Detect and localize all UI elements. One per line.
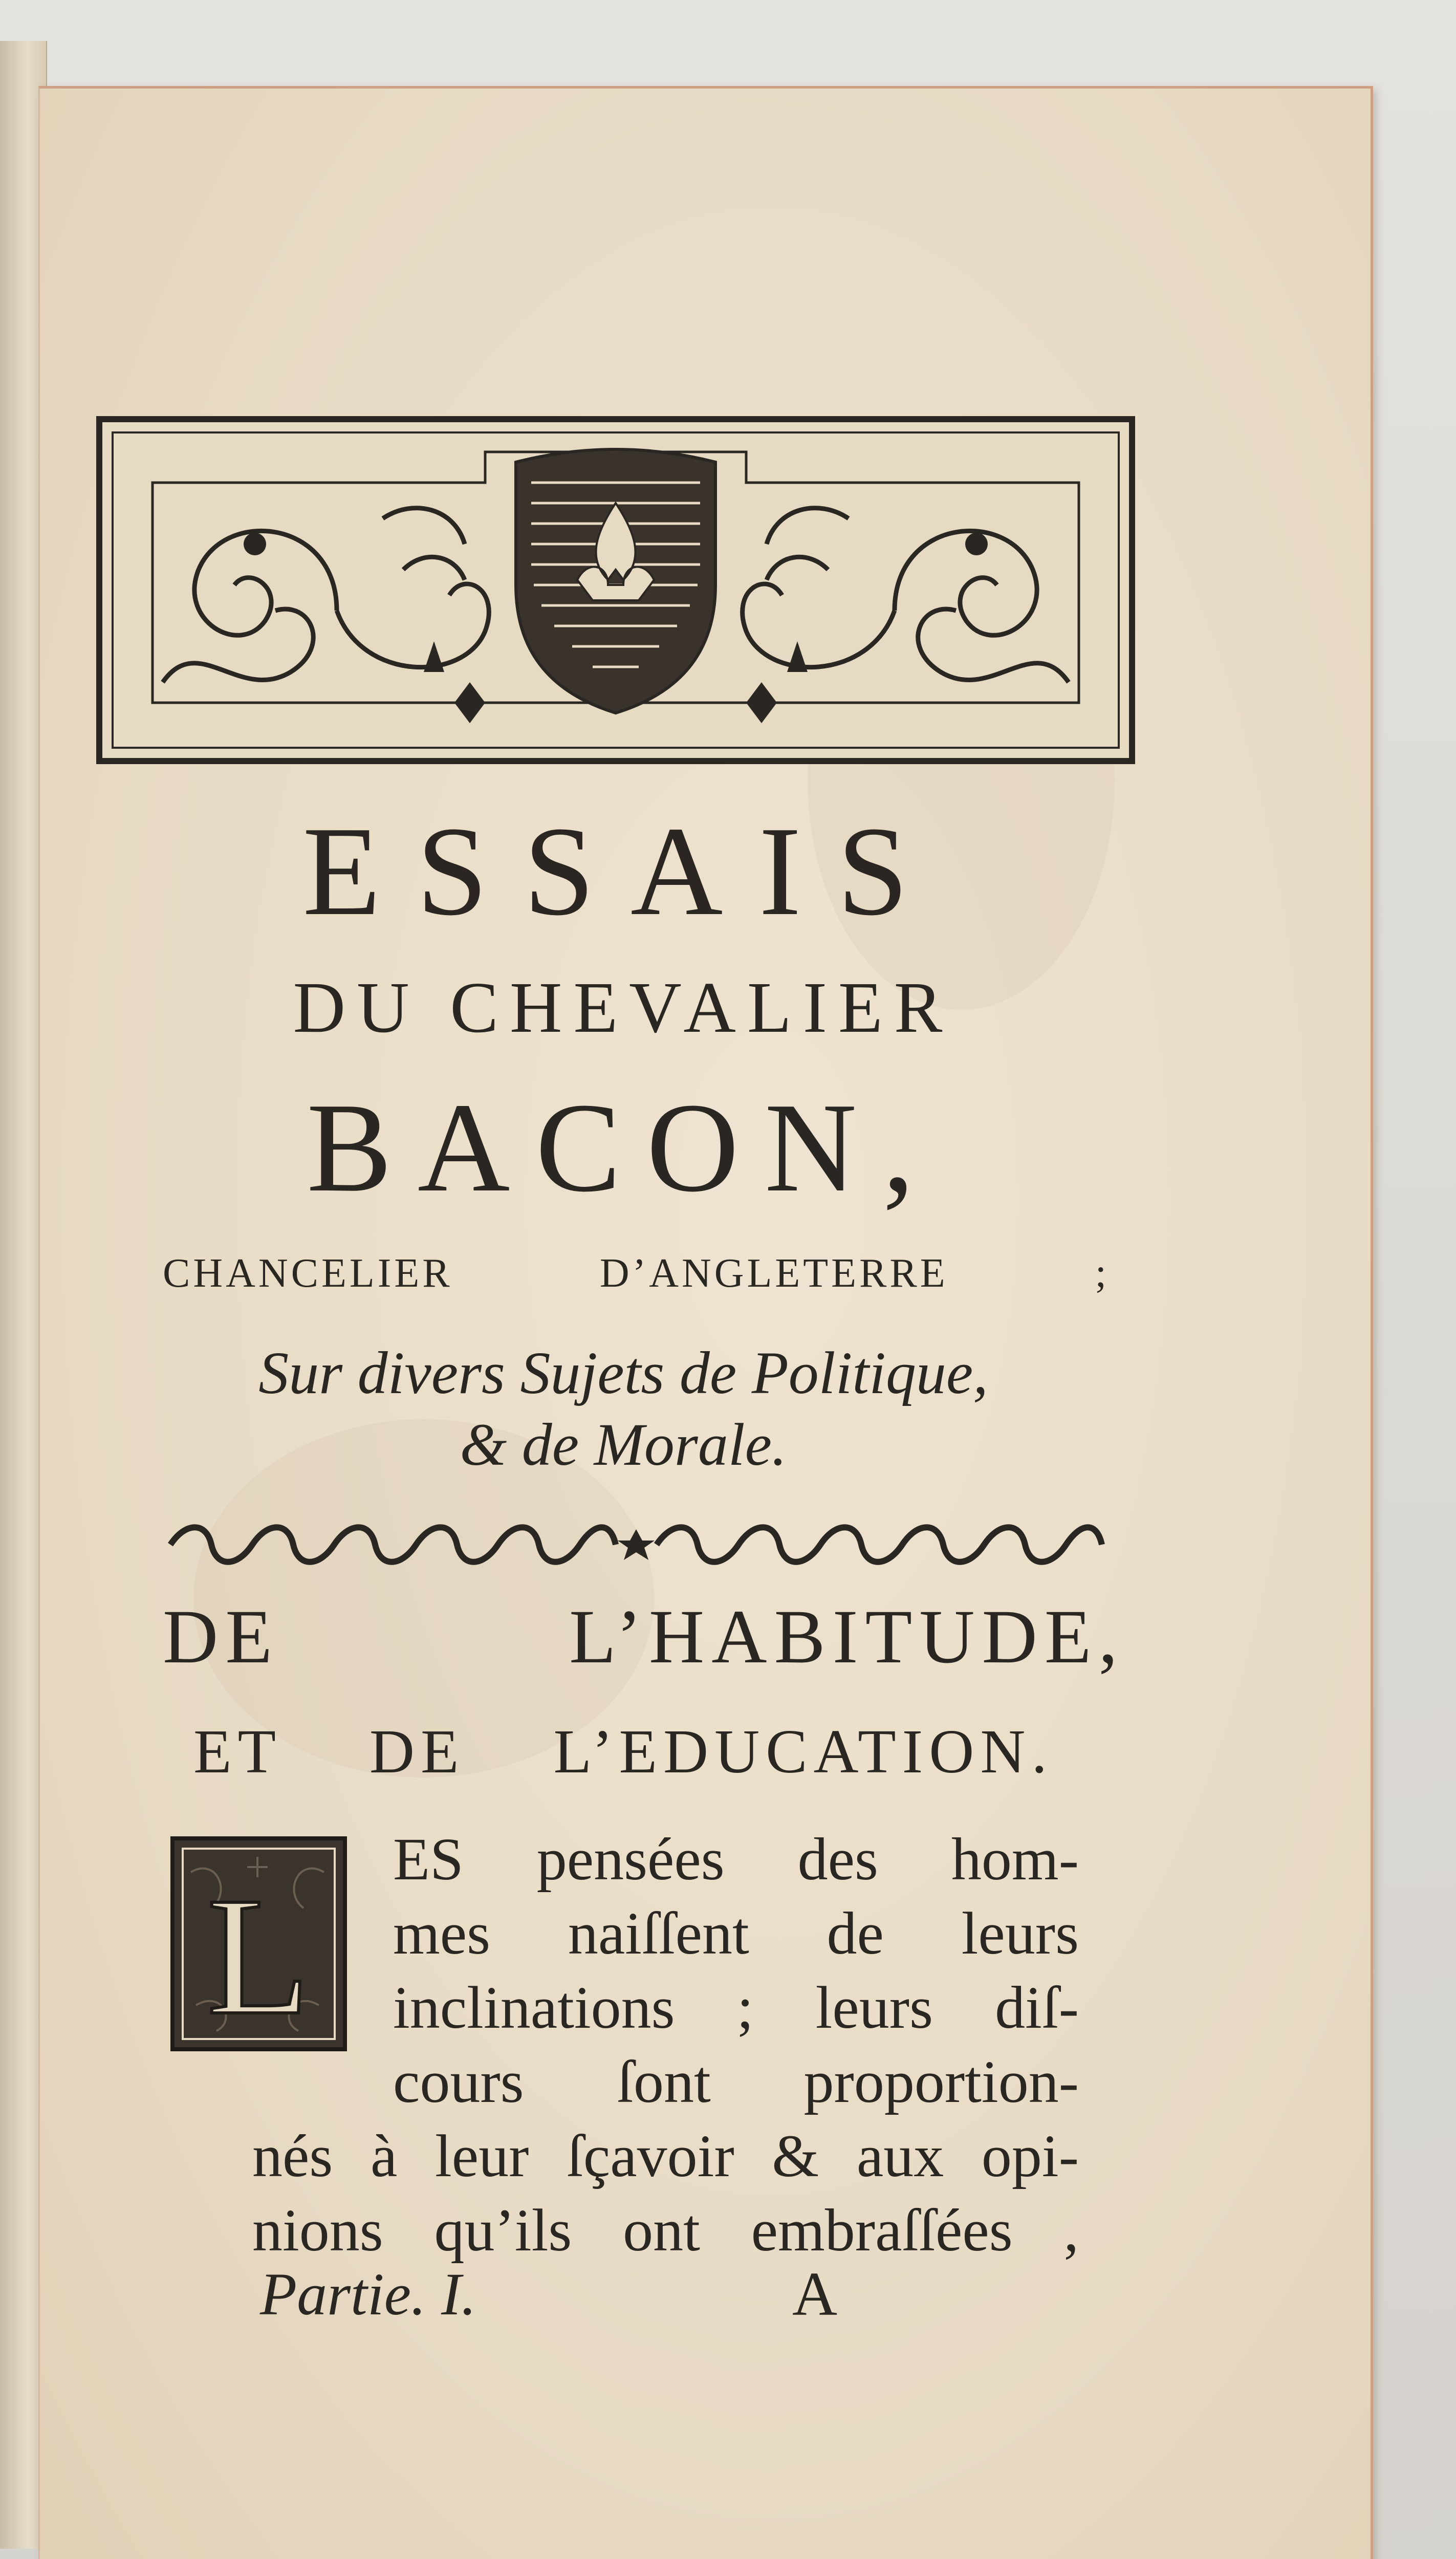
initial-letter: L	[207, 1863, 310, 2050]
chapter-title-line-2: ET DE L’EDUCATION.	[193, 1717, 1053, 1786]
decorated-initial	[170, 1836, 347, 2051]
body-text-line: inclinations ; leurs diſ-	[393, 1974, 1079, 2041]
book-title: ESSAIS	[302, 800, 944, 942]
body-text-line: ES pensées des hom-	[393, 1826, 1079, 1893]
book-page	[38, 86, 1373, 2559]
gathering-letter: A	[792, 2260, 838, 2329]
author-office: CHANCELIER D’ANGLETERRE ;	[163, 1251, 1110, 1296]
author-name: BACON,	[307, 1077, 940, 1219]
subject-line-1: Sur divers Sujets de Politique,	[258, 1339, 988, 1406]
body-text-line: cours ſont proportion-	[393, 2048, 1079, 2115]
signature-mark: Partie. I.	[260, 2261, 476, 2328]
book-subtitle: DU CHEVALIER	[293, 967, 954, 1048]
subject-line-2: & de Morale.	[460, 1411, 787, 1478]
body-text-line: nions qu’ils ont embraſſées ,	[252, 2197, 1079, 2264]
ornamental-headpiece	[96, 416, 1135, 764]
body-text-line: mes naiſſent de leurs	[393, 1900, 1079, 1967]
ornamental-rule	[165, 1516, 1107, 1573]
body-text-line: nés à leur ſçavoir & aux opi-	[252, 2122, 1079, 2189]
chapter-title-line-1: DE L’HABITUDE,	[163, 1594, 1125, 1679]
